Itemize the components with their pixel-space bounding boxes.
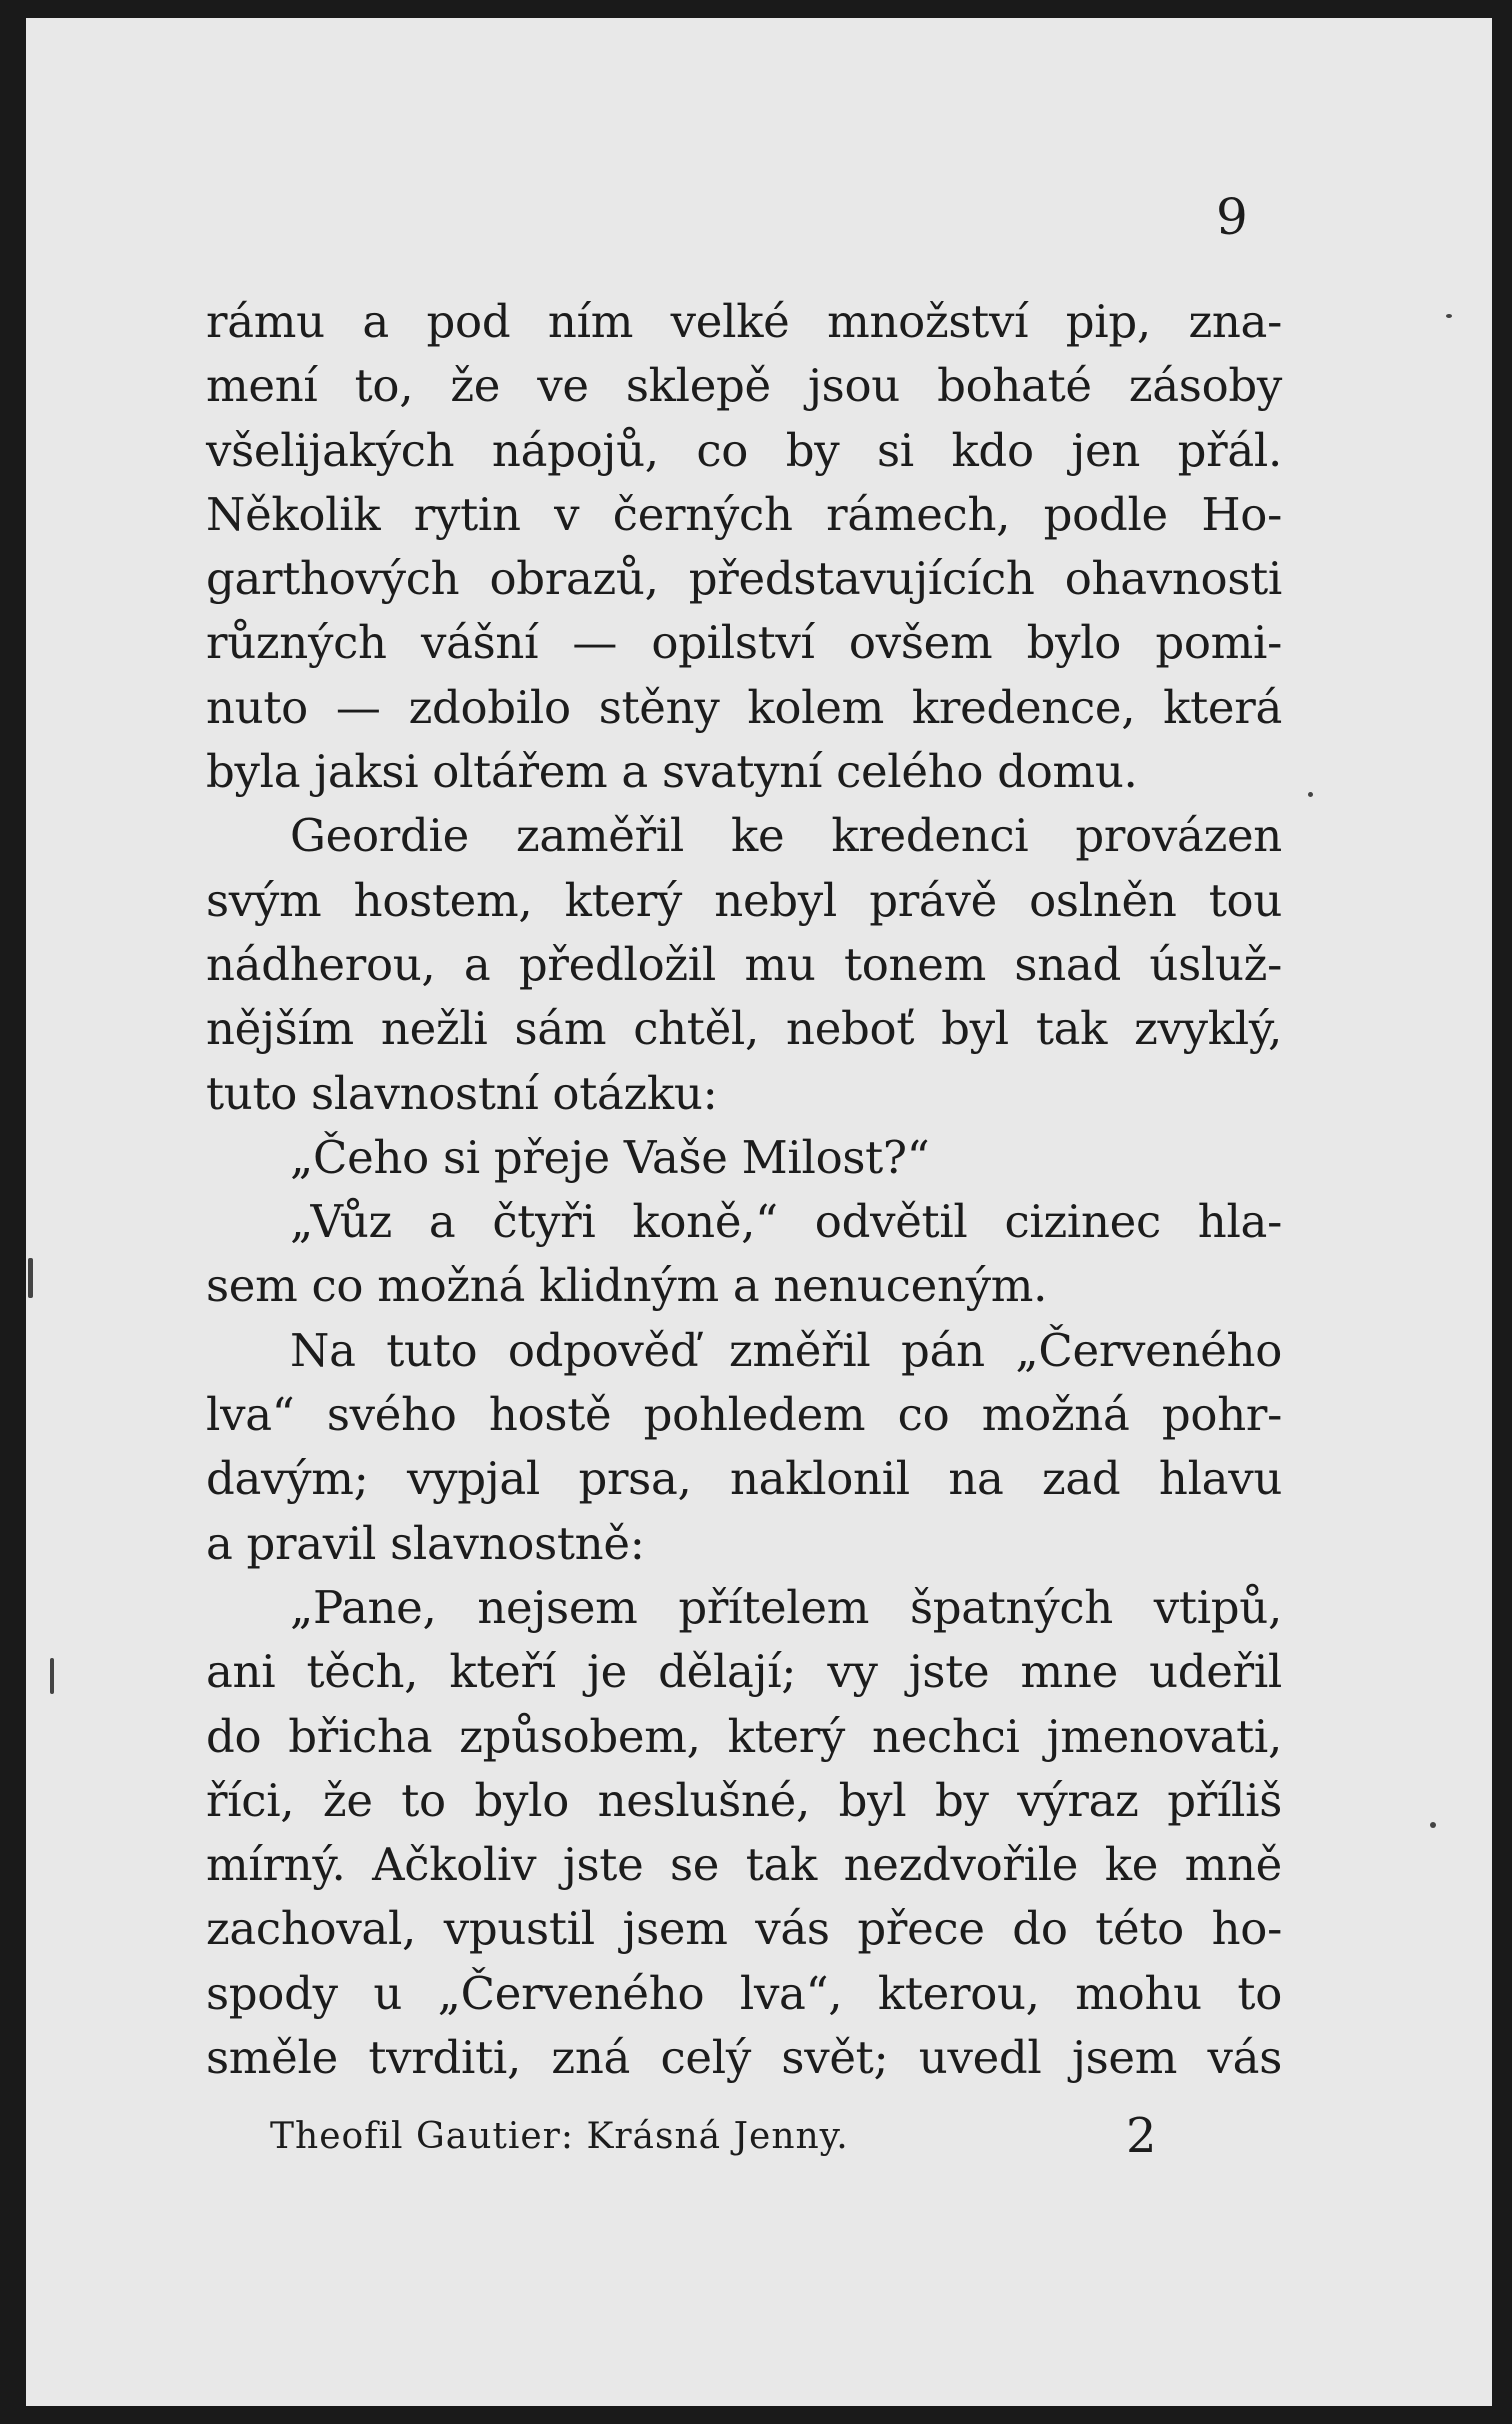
text-line: mení to, že ve sklepě jsou bohaté zásoby <box>206 359 1282 413</box>
text-line: „Čeho si přeje Vaše Milost?“ <box>290 1130 930 1184</box>
text-line: byla jaksi oltářem a svatyní celého domu. <box>206 745 1138 799</box>
text-line: davým; vypjal prsa, naklonil na zad hlavu <box>206 1452 1282 1506</box>
text-line: různých vášní — opilství ovšem bylo pomi- <box>206 616 1282 670</box>
text-line: lva“ svého hostě pohledem co možná pohr- <box>206 1388 1282 1442</box>
scan-speck <box>28 1258 33 1298</box>
text-line: „Pane, nejsem přítelem špatných vtipů, <box>290 1580 1282 1634</box>
text-line: nádherou, a předložil mu tonem snad úsluž- <box>206 937 1282 991</box>
text-line: tuto slavnostní otázku: <box>206 1066 718 1120</box>
footer-title: Theofil Gautier: Krásná Jenny. <box>270 2116 849 2157</box>
text-line: ani těch, kteří je dělají; vy jste mne udeřil <box>206 1645 1282 1699</box>
text-line: mírný. Ačkoliv jste se tak nezdvořile ke mně <box>206 1838 1282 1892</box>
scan-speck <box>50 1658 54 1694</box>
text-line: garthových obrazů, představujících ohavnosti <box>206 552 1282 606</box>
text-line: svým hostem, který nebyl právě oslněn tou <box>206 873 1282 927</box>
body-text <box>206 290 1282 2090</box>
text-line: spody u „Červeného lva“, kterou, mohu to <box>206 1966 1282 2020</box>
text-line: Několik rytin v černých rámech, podle Ho- <box>206 487 1282 541</box>
page-footer <box>270 2108 1170 2176</box>
text-line: zachoval, vpustil jsem vás přece do této ho- <box>206 1902 1282 1956</box>
text-line: sem co možná klidným a nenuceným. <box>206 1259 1048 1313</box>
signature-mark: 2 <box>1126 2108 1157 2164</box>
scan-speck <box>1308 792 1313 797</box>
page-number: 9 <box>1216 188 1248 246</box>
scan-speck <box>1446 314 1452 318</box>
text-line: nějším nežli sám chtěl, neboť byl tak zvyklý, <box>206 1002 1282 1056</box>
scan-speck <box>1430 1822 1436 1828</box>
text-line: do břicha způsobem, který nechci jmenovati, <box>206 1709 1282 1763</box>
text-line: Na tuto odpověď změřil pán „Červeného <box>290 1323 1282 1377</box>
text-line: Geordie zaměřil ke kredenci provázen <box>290 809 1282 863</box>
text-line: „Vůz a čtyři koně,“ odvětil cizinec hla- <box>290 1195 1282 1249</box>
text-line: směle tvrditi, zná celý svět; uvedl jsem vás <box>206 2031 1282 2085</box>
text-line: říci, že to bylo neslušné, byl by výraz příliš <box>206 1773 1282 1827</box>
text-line: a pravil slavnostně: <box>206 1516 645 1570</box>
book-page <box>26 18 1492 2406</box>
text-line: nuto — zdobilo stěny kolem kredence, která <box>206 680 1282 734</box>
text-line: rámu a pod ním velké množství pip, zna- <box>206 295 1282 348</box>
text-line: všelijakých nápojů, co by si kdo jen přál. <box>206 423 1282 477</box>
